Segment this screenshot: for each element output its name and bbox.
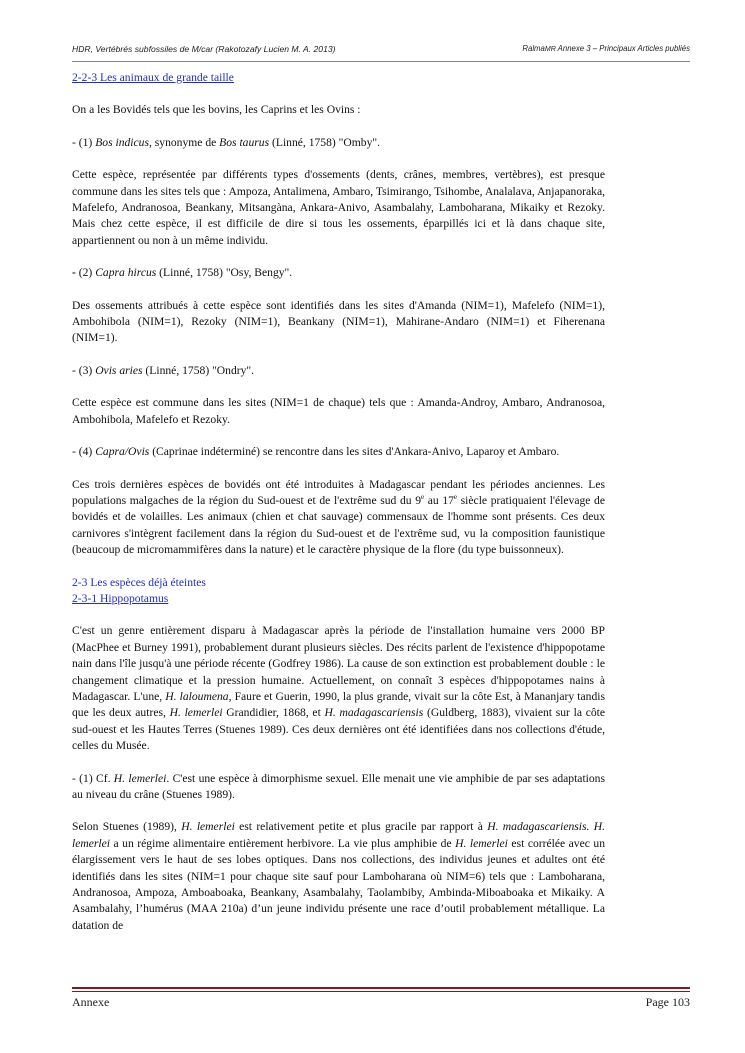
header-right-prefix: Ralma: [522, 44, 545, 53]
hippo-p3: Grandidier, 1868, et: [222, 706, 325, 720]
stuenes-p4: est corrélée avec un élargissement vers le haut de ses lobes optiques. Dans nos collections, des individus jeunes et adultes ont été identifiés dans les sites (NIM=1 pour chaque site sauf pour Lamboharana où NIM=6) tels que : Lamboharana, Andranosoa, Ampoza, Amboaboaka, Beankany, Asambalahy, Taolambiby, Ambinda-Miboaboaka et Mikaiky. A Asambalahy, l’humérus (MAA 210a) d’un jeune individu présente une race d’outil probablement métallique. La datation de: [72, 836, 606, 932]
lemerlei-suffix: . C'est une espèce à dimorphisme sexuel. Elle menait une vie amphibie de par ses adaptations au niveau du crâne (Stuenes 1989).: [72, 771, 605, 801]
species-1-prefix: - (1): [72, 135, 96, 149]
lemerlei-taxon: H. lemerlei: [113, 771, 167, 785]
stuenes-p3: a un régime alimentaire entièrement herbivore. La vie plus amphibie de: [110, 836, 456, 850]
lemerlei-paragraph: [72, 771, 605, 804]
conclusion-paragraph: [72, 477, 605, 559]
header-divider: [72, 61, 690, 62]
species-3-suffix: (Linné, 1758) "Ondry".: [142, 363, 255, 377]
stuenes-t3: H. lemerlei: [455, 836, 508, 850]
species-3-taxon: Ovis aries: [95, 363, 143, 377]
hippo-p1: C'est un genre entièrement disparu à Madagascar après la période de l'installation humaine vers 2000 BP (MacPhee et Burney 1991), probablement durant plusieurs siècles. Des récits parlent de l'existence d'hippopotame nain dans l'île jusqu'à une période récente (Godfrey 1986). La cause de son extinction est probablement double : le changement climatique et la pression humaine. Actuellement, on connaît 3 espèces d'hippopotames nains à Madagascar. L'une,: [72, 624, 605, 703]
hippo-p2: , Faure et Guerin, 1990, la plus grande, vivait sur la côte Est, à Mananjary tandis que les deux autres,: [72, 689, 605, 720]
lemerlei-prefix: - (1) Cf.: [72, 771, 114, 785]
section-link-2-2-3[interactable]: 2-2-3 Les animaux de grande taille: [72, 71, 234, 84]
species-2-suffix: (Linné, 1758) "Osy, Bengy".: [156, 266, 293, 280]
stuenes-t1: H. lemerlei: [181, 820, 235, 834]
conclusion-part3: siècle pratiquaient l'élevage de bovidés et de volailles. Les animaux (chien et chat sauvage) commensaux de l'homme sont présents. Ces deux carnivores s'intègrent facilement dans la région du Sud-ouest et de l'extrême sud, vu la composition faunistique (beaucoup de micromammifères dans la nature) et le caractère physique de la flore (du type buissonneux).: [72, 493, 605, 557]
conclusion-sup1: e: [421, 493, 425, 502]
species-3-prefix: - (3): [72, 363, 96, 377]
species-3-body: Cette espèce est commune dans les sites (NIM=1 de chaque) tels que : Amanda-Androy, Ambaro, Andranosoa, Ambohibola, Mafelefo et Rezoky.: [72, 396, 605, 426]
page-footer: [72, 995, 690, 1013]
species-4-prefix: - (4): [72, 445, 96, 459]
species-4-paragraph: [72, 444, 605, 460]
section-heading-2-3: 2-3 Les espèces déjà éteintes: [72, 575, 206, 589]
section-link-2-3-1[interactable]: 2-3-1 Hippopotamus: [72, 591, 169, 605]
footer-divider-thick: [72, 987, 690, 989]
footer-left: Annexe: [72, 995, 110, 1009]
footer-divider-thin: [72, 991, 690, 992]
species-4-taxon: Capra/Ovis: [95, 445, 150, 459]
hippo-p4: (Guldberg, 1883), vivaient sur la côte sud-ouest et les Hautes Terres (Stuenes 1989). Ces deux dernières ont été identifiées dans nos collections d'étude, celles du Musée.: [72, 706, 605, 753]
header-right-suffix: Annexe 3 – Principaux Articles publiés: [555, 44, 690, 53]
species-2-prefix: -: [72, 266, 79, 280]
stuenes-p1: Selon Stuenes (1989),: [72, 820, 182, 834]
hippo-t1: H. laloumena: [165, 689, 229, 703]
header-left: HDR, Vertébrés subfossiles de M/car (Rakotozafy Lucien M. A. 2013): [72, 44, 336, 54]
stuenes-paragraph: [72, 819, 605, 934]
species-1-title: [72, 135, 605, 151]
conclusion-sup2: e: [453, 493, 458, 502]
species-2-title: [72, 265, 605, 281]
page-header: [72, 44, 690, 58]
species-1-taxon: Bos indicus: [95, 135, 149, 149]
hippo-paragraph: [72, 623, 605, 754]
intro-paragraph: On a les Bovidés tels que les bovins, les Caprins et les Ovins :: [72, 103, 361, 117]
header-right-sub: MR: [544, 46, 556, 53]
hippo-t2: H. lemerlei: [169, 706, 223, 720]
stuenes-t2: H. madagascariensis. H. lemerlei: [72, 820, 606, 850]
species-1-taxon2: Bos taurus: [219, 135, 270, 149]
species-1-mid: , synonyme de: [148, 135, 220, 149]
species-4-suffix: (Caprinae indéterminé) se rencontre dans les sites d'Ankara-Anivo, Laparoy et Ambaro.: [149, 445, 560, 459]
species-1-suffix: (Linné, 1758) "Omby".: [269, 135, 381, 149]
species-2-taxon: Capra hircus: [95, 266, 157, 280]
conclusion-part2: au 17: [424, 493, 454, 507]
conclusion-part1: Ces trois dernières espèces de bovidés ont été introduites à Madagascar pendant les périodes anciennes. Les populations malgaches de la région du Sud-ouest et de l'extrême sud du 9: [72, 477, 605, 507]
hippo-t3: H. madagascariensis: [324, 706, 424, 720]
section-heading-2-2-3: [72, 70, 605, 86]
section-heading-2-3-1: [72, 591, 605, 607]
stuenes-p2: est relativement petite et plus gracile par rapport à: [234, 820, 488, 834]
species-2-body: Des ossements attribués à cette espèce sont identifiés dans les sites d'Amanda (NIM=1), Mafelefo (NIM=1), Ambohibola (NIM=1), Rezoky (NIM=1), Beankany (NIM=1), Mahirane-Andaro (NIM=1) et Fiherenana (NIM=1).: [72, 298, 605, 345]
species-3-title: [72, 363, 605, 379]
page-content: [72, 70, 605, 950]
species-2-num: (2): [78, 266, 96, 280]
species-1-body: Cette espèce, représentée par différents types d'ossements (dents, crânes, membres, vertèbres), est presque commune dans les sites tels que : Ampoza, Antalimena, Ambaro, Tsimirango, Tsihombe, Analalava, Anjapanoraka, Mafelefo, Andranosoa, Beankany, Mitsangàna, Ankara-Anivo, Asambalahy, Lamboharana, Mikaiky et Rezoky. Mais chez cette espèce, il est difficile de dire si tous les ossements, éparpillés ici et là dans chaque site, appartiennent ou non à un même individu.: [72, 168, 605, 247]
page-number: Page 103: [645, 995, 690, 1009]
header-right: [522, 44, 690, 53]
